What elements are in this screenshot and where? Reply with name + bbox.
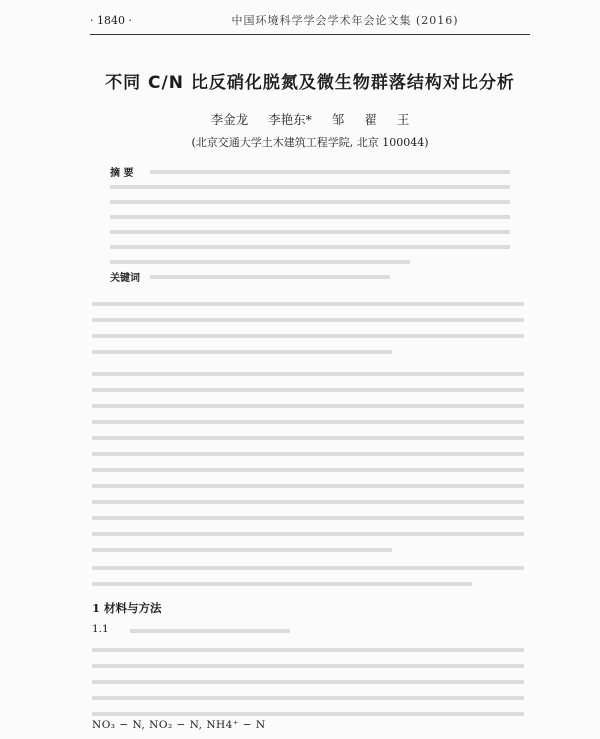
formula-line: NO₃ − N, NO₂ − N, NH4⁺ − N	[92, 719, 266, 731]
page-number: · 1840 ·	[90, 13, 132, 27]
author: 李艳东*	[268, 112, 312, 127]
running-header	[90, 10, 530, 30]
abstract-label: 摘 要	[110, 168, 134, 179]
keywords-label: 关键词	[110, 273, 140, 284]
journal-title: 中国环境科学学会学术年会论文集 (2016)	[231, 14, 459, 27]
affiliation: (北京交通大学土木建筑工程学院, 北京 100044)	[191, 136, 429, 149]
author-list	[60, 110, 560, 128]
author: 邹	[331, 112, 345, 127]
author: 王	[396, 112, 410, 127]
section-heading-1: 1 材料与方法	[92, 601, 162, 615]
subsection-heading-1-1: 1.1	[92, 623, 109, 635]
author: 翟	[364, 112, 377, 127]
keywords-placeholder	[150, 275, 390, 279]
header-rule	[90, 34, 530, 35]
paper-title: 不同 C/N 比反硝化脱氮及微生物群落结构对比分析	[105, 73, 515, 93]
author: 李金龙	[210, 112, 249, 127]
